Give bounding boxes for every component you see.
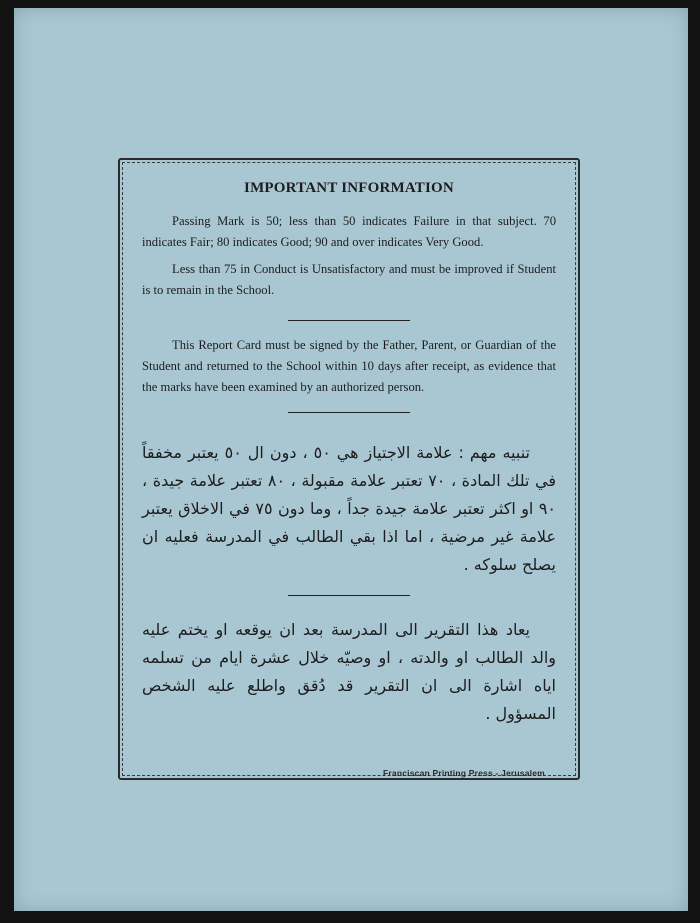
signing-section [142,335,556,398]
arabic-notice-section [142,439,556,579]
printer-credit: Franciscan Printing Press - Jerusalem [383,768,545,778]
information-panel [142,180,556,728]
arabic-notice-paragraph: تنبيه مهم : علامة الاجتياز هي ٥٠ ، دون ال ٥٠ يعتبر مخفقاً في تلك المادة ، ٧٠ تعتبر علامة مقبولة ، ٨٠ تعتبر علامة جيدة ، ٩٠ او اكثر تعتبر علامة جيدة جداً ، وما دون ٧٥ في الاخلاق يعتبر علامة غير مرضية ، اما اذا بقي الطالب في المدرسة فعليه ان يصلح سلوكه . [142,443,557,574]
marks-paragraph: Passing Mark is 50; less than 50 indicates Failure in that subject. 70 indicates Fair; 80 indicates Good; 90 and over indicates Very Good. [142,214,556,249]
arabic-return-paragraph: يعاد هذا التقرير الى المدرسة بعد ان يوقعه او يختم عليه والد الطالب او والدته ، او وصيّه خلال عشرة ايام من تسلمه اياه اشارة الى ان التقرير قد دُقق واطلع عليه الشخص المسؤول . [142,620,556,723]
conduct-paragraph: Less than 75 in Conduct is Unsatisfactory and must be improved if Student is to remain in the School. [142,262,556,297]
divider-line [288,320,410,321]
arabic-return-section [142,616,556,728]
divider-line [288,595,410,596]
heading: IMPORTANT INFORMATION [244,180,454,196]
divider-line [288,412,410,413]
signing-paragraph: This Report Card must be signed by the Father, Parent, or Guardian of the Student and returned to the School within 10 days after receipt, as evidence that the marks have been examined by an authorized person. [142,338,556,394]
english-section [142,211,556,301]
